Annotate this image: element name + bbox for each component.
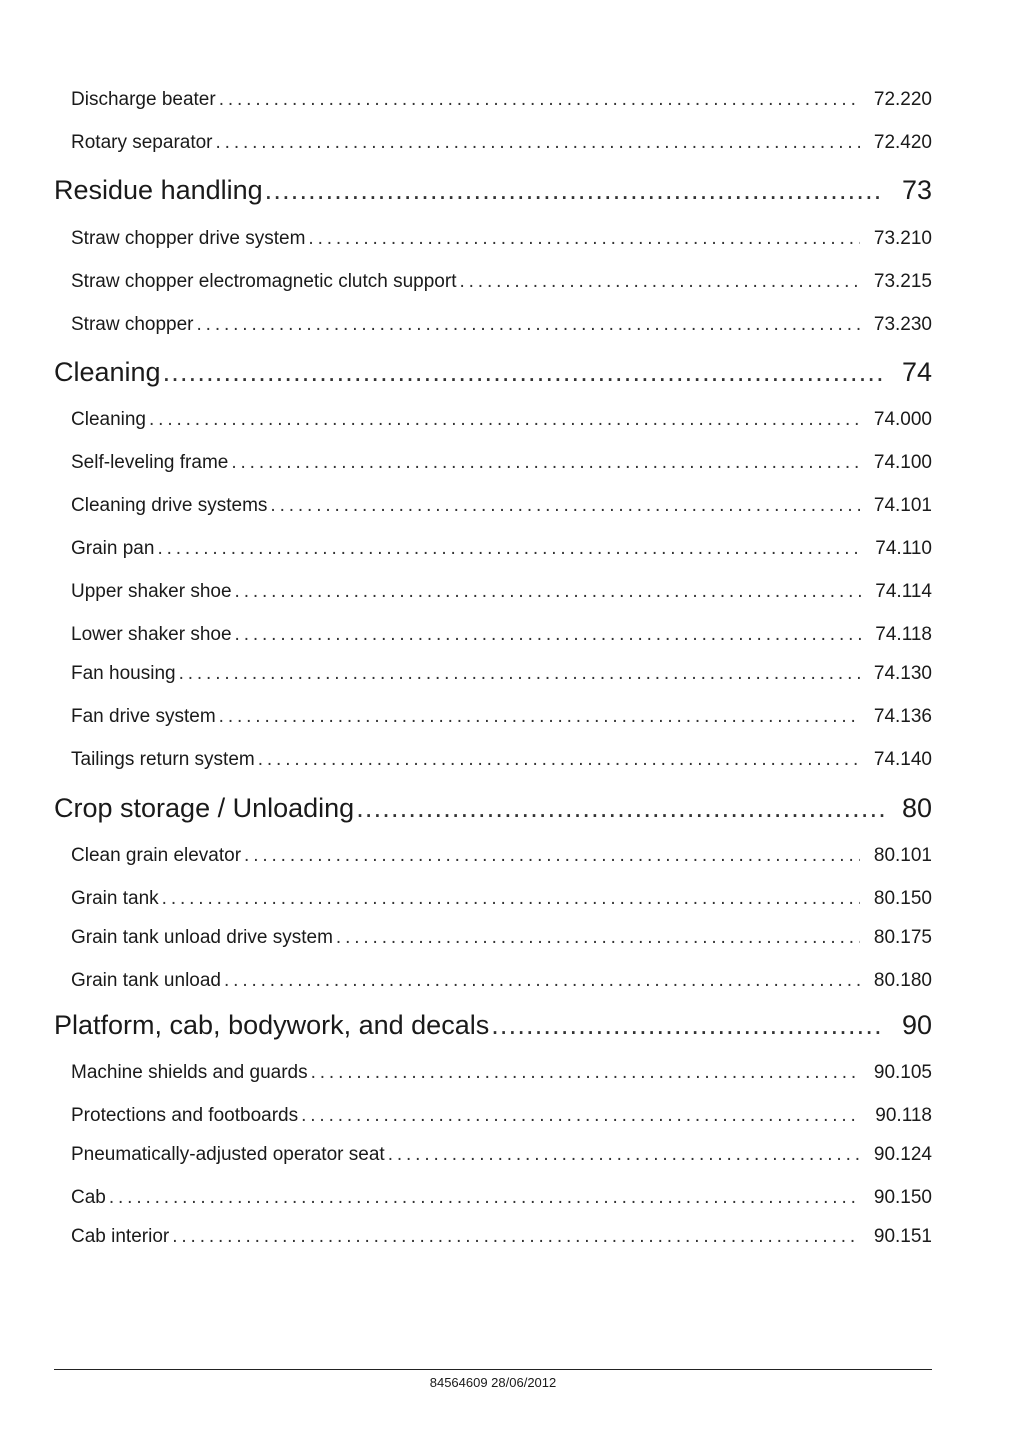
toc-entry[interactable]	[71, 1062, 932, 1084]
dot-leader	[356, 793, 884, 824]
dot-leader	[179, 663, 860, 685]
toc-entry-page: 74.100	[873, 452, 932, 473]
dot-leader	[231, 452, 860, 474]
toc-entry-page: 74.101	[873, 495, 932, 516]
dot-leader	[157, 538, 861, 560]
footer-doc-ref: 84564609 28/06/2012	[429, 1375, 557, 1390]
dot-leader	[308, 228, 859, 250]
toc-chapter-title: Platform, cab, bodywork, and decals	[54, 1010, 490, 1040]
toc-entry-page: 72.420	[873, 132, 932, 153]
toc-entry[interactable]	[71, 1144, 932, 1166]
toc-entry-title: Fan drive system	[71, 706, 216, 727]
toc-chapter-title: Cleaning	[54, 357, 161, 387]
toc-entry[interactable]	[71, 624, 932, 646]
toc-entry[interactable]	[71, 663, 932, 685]
toc-entry[interactable]	[71, 1187, 932, 1209]
toc-entry-title: Protections and footboards	[71, 1105, 299, 1126]
toc-entry-page: 74.118	[875, 624, 932, 645]
toc-entry-title: Rotary separator	[71, 132, 213, 153]
toc-entry-page: 90.150	[873, 1187, 932, 1208]
toc-entry-page: 74.110	[875, 538, 932, 559]
toc-chapter-page: 80	[901, 793, 932, 823]
toc-entry[interactable]	[71, 495, 932, 517]
dot-leader	[162, 888, 860, 910]
dot-leader	[172, 1226, 860, 1248]
toc-chapter[interactable]	[54, 175, 932, 206]
toc-entry-page: 74.136	[873, 706, 932, 727]
toc-entry[interactable]	[71, 314, 932, 336]
toc-entry-title: Cab interior	[71, 1226, 170, 1247]
toc-entry-page: 72.220	[873, 89, 932, 110]
toc-entry-page: 74.000	[873, 409, 932, 430]
dot-leader	[219, 706, 860, 728]
toc-entry-title: Grain tank unload	[71, 970, 221, 991]
toc-chapter-page: 73	[901, 175, 932, 205]
toc-entry[interactable]	[71, 538, 932, 560]
dot-leader	[235, 624, 862, 646]
toc-entry[interactable]	[71, 845, 932, 867]
toc-entry-page: 80.101	[873, 845, 932, 866]
toc-entry-title: Cleaning drive systems	[71, 495, 268, 516]
dot-leader	[224, 970, 860, 992]
dot-leader	[311, 1062, 860, 1084]
dot-leader	[301, 1105, 861, 1127]
toc-entry-page: 74.130	[873, 663, 932, 684]
toc-entry-title: Grain tank	[71, 888, 159, 909]
dot-leader	[388, 1144, 860, 1166]
toc-entry-title: Upper shaker shoe	[71, 581, 232, 602]
toc-entry-title: Discharge beater	[71, 89, 216, 110]
toc-entry[interactable]	[71, 452, 932, 474]
toc-entry[interactable]	[71, 1226, 932, 1248]
toc-entry-title: Straw chopper electromagnetic clutch support	[71, 271, 457, 292]
toc-entry-page: 90.118	[875, 1105, 932, 1126]
toc-entry[interactable]	[71, 888, 932, 910]
toc-entry[interactable]	[71, 927, 932, 949]
dot-leader	[244, 845, 860, 867]
toc-entry[interactable]	[71, 271, 932, 293]
toc-entry-title: Clean grain elevator	[71, 845, 242, 866]
dot-leader	[235, 581, 862, 603]
toc-entry[interactable]	[71, 89, 932, 111]
toc-entry[interactable]	[71, 228, 932, 250]
toc-entry-page: 80.175	[873, 927, 932, 948]
toc-entry[interactable]	[71, 1105, 932, 1127]
toc-entry-page: 74.140	[873, 749, 932, 770]
toc-chapter-page: 90	[901, 1010, 932, 1040]
toc-entry-title: Machine shields and guards	[71, 1062, 308, 1083]
toc-entry-title: Self-leveling frame	[71, 452, 229, 473]
toc-chapter-title: Crop storage / Unloading	[54, 793, 355, 823]
toc-entry-page: 73.215	[873, 271, 932, 292]
toc-entry-title: Grain pan	[71, 538, 155, 559]
toc-entry-page: 73.210	[873, 228, 932, 249]
toc-entry[interactable]	[71, 409, 932, 431]
toc-entry-title: Cleaning	[71, 409, 146, 430]
dot-leader	[109, 1187, 860, 1209]
dot-leader	[163, 357, 884, 388]
toc-chapter[interactable]	[54, 793, 932, 824]
toc-entry-title: Straw chopper	[71, 314, 194, 335]
toc-entry-title: Straw chopper drive system	[71, 228, 306, 249]
toc-entry-page: 90.151	[873, 1226, 932, 1247]
toc-entry[interactable]	[71, 749, 932, 771]
dot-leader	[219, 89, 860, 111]
dot-leader	[258, 749, 860, 771]
toc-entry[interactable]	[71, 970, 932, 992]
toc-entry-page: 80.150	[873, 888, 932, 909]
toc-entry-page: 80.180	[873, 970, 932, 991]
toc-chapter-title: Residue handling	[54, 175, 263, 205]
toc-entry-page: 73.230	[873, 314, 932, 335]
dot-leader	[491, 1010, 884, 1041]
footer-rule	[54, 1369, 932, 1370]
dot-leader	[336, 927, 860, 949]
toc-chapter[interactable]	[54, 357, 932, 388]
dot-leader	[265, 175, 884, 206]
toc-entry[interactable]	[71, 706, 932, 728]
dot-leader	[197, 314, 860, 336]
toc-entry-title: Fan housing	[71, 663, 176, 684]
dot-leader	[216, 132, 860, 154]
dot-leader	[149, 409, 860, 431]
toc-chapter-page: 74	[901, 357, 932, 387]
toc-entry-page: 90.105	[873, 1062, 932, 1083]
toc-entry-title: Tailings return system	[71, 749, 255, 770]
toc-chapter[interactable]	[54, 1010, 932, 1041]
toc-entry[interactable]	[71, 132, 932, 154]
toc-entry-page: 90.124	[873, 1144, 932, 1165]
toc-entry-title: Pneumatically-adjusted operator seat	[71, 1144, 385, 1165]
toc-entry[interactable]	[71, 581, 932, 603]
toc-entry-title: Grain tank unload drive system	[71, 927, 333, 948]
toc-entry-title: Cab	[71, 1187, 106, 1208]
dot-leader	[459, 271, 859, 293]
toc-entry-page: 74.114	[875, 581, 932, 602]
dot-leader	[270, 495, 859, 517]
toc-entry-title: Lower shaker shoe	[71, 624, 232, 645]
